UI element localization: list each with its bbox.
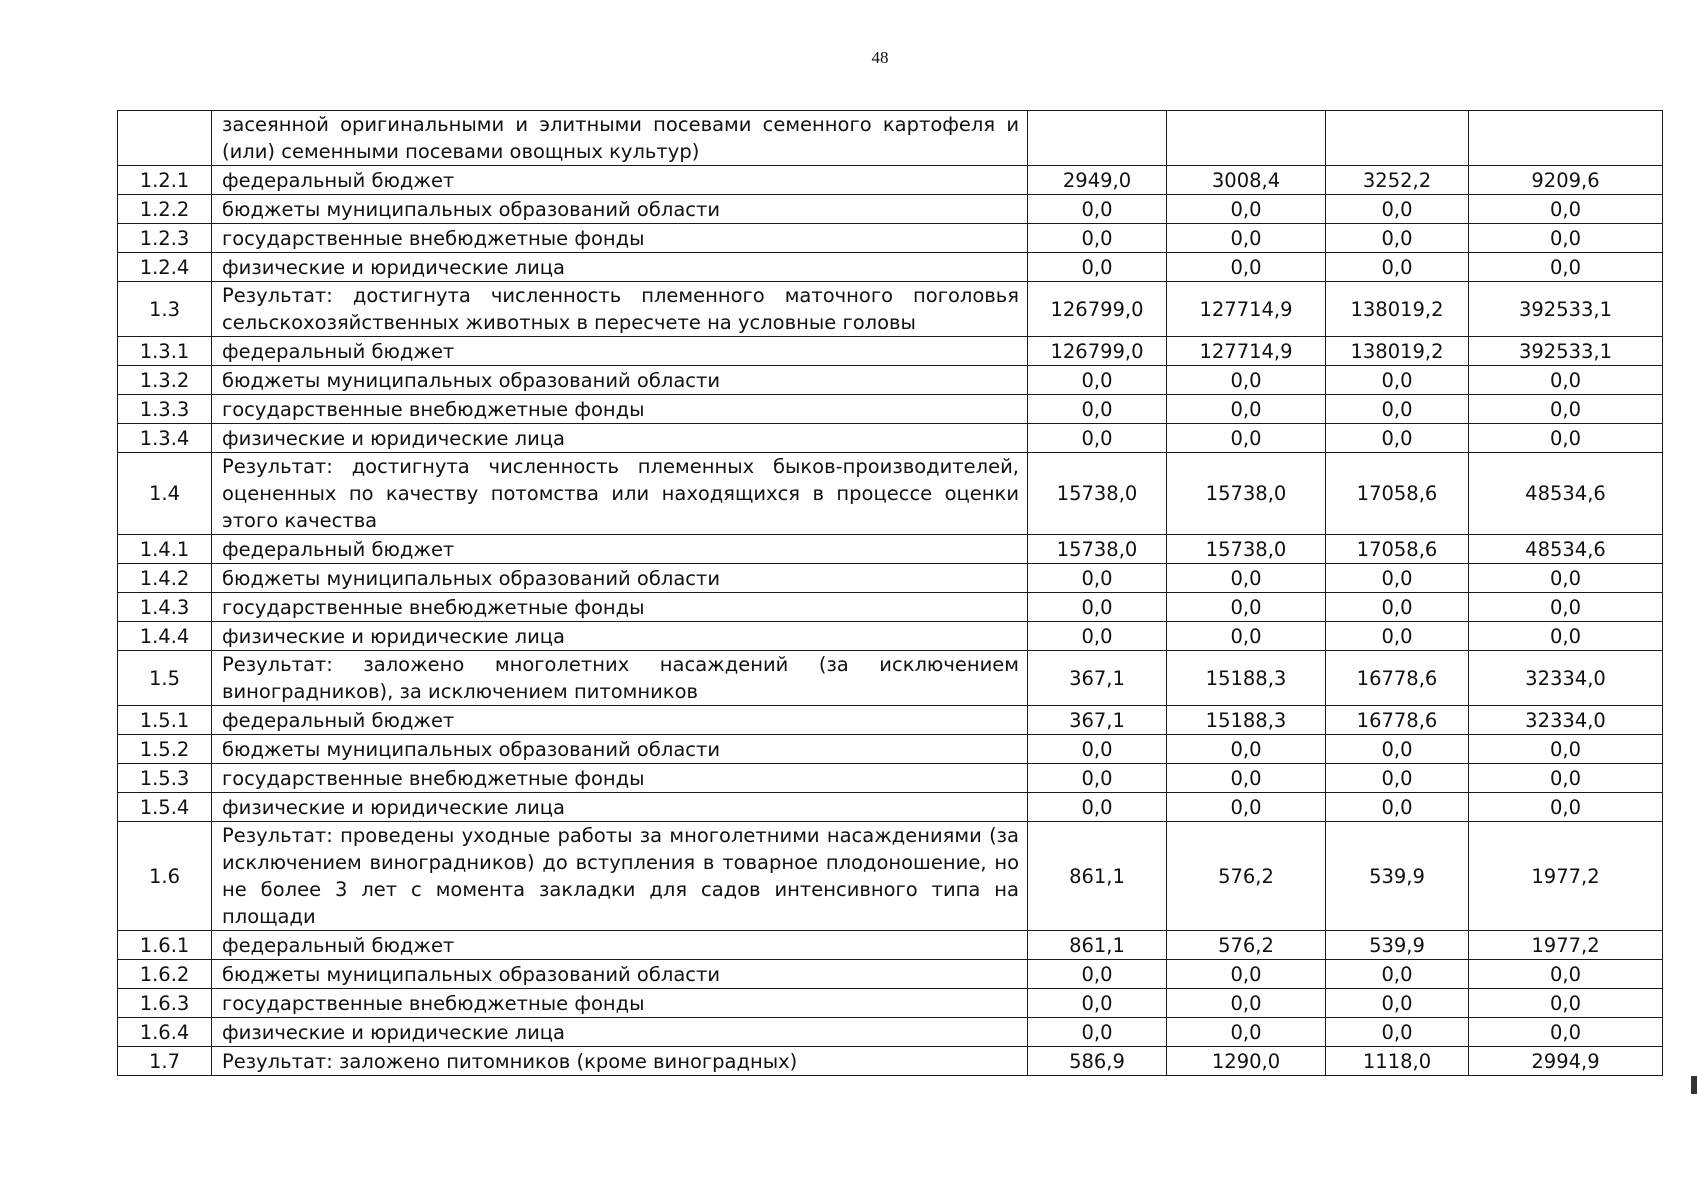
- table-row: [118, 593, 1663, 622]
- description-cell: федеральный бюджет: [212, 706, 1028, 735]
- value-cell-1: 2949,0: [1028, 166, 1167, 195]
- value-cell-1: 0,0: [1028, 253, 1167, 282]
- budget-table-container: [117, 110, 1662, 1076]
- description-cell: физические и юридические лица: [212, 253, 1028, 282]
- value-cell-4: 0,0: [1469, 424, 1663, 453]
- description-cell: федеральный бюджет: [212, 337, 1028, 366]
- value-cell-2: 576,2: [1167, 822, 1326, 931]
- table-row: [118, 960, 1663, 989]
- table-row: [118, 622, 1663, 651]
- row-number-cell: 1.7: [118, 1047, 212, 1076]
- table-row: [118, 395, 1663, 424]
- row-number-cell: 1.6.1: [118, 931, 212, 960]
- value-cell-2: 15188,3: [1167, 651, 1326, 706]
- value-cell-4: 0,0: [1469, 195, 1663, 224]
- description-cell: Результат: заложено многолетних насаждений (за исключением виноградников), за исключением питомников: [212, 651, 1028, 706]
- row-number-cell: 1.2.2: [118, 195, 212, 224]
- table-row: [118, 564, 1663, 593]
- value-cell-2: 0,0: [1167, 764, 1326, 793]
- value-cell-1: 0,0: [1028, 989, 1167, 1018]
- value-cell-1: 0,0: [1028, 622, 1167, 651]
- row-number-cell: 1.5.1: [118, 706, 212, 735]
- value-cell-1: 15738,0: [1028, 453, 1167, 535]
- value-cell-3: 0,0: [1326, 622, 1469, 651]
- table-body: [118, 111, 1663, 1076]
- table-row: [118, 1018, 1663, 1047]
- table-row: [118, 764, 1663, 793]
- value-cell-2: 0,0: [1167, 395, 1326, 424]
- value-cell-2: 0,0: [1167, 424, 1326, 453]
- row-number-cell: 1.4.3: [118, 593, 212, 622]
- description-cell: государственные внебюджетные фонды: [212, 989, 1028, 1018]
- value-cell-1: 126799,0: [1028, 282, 1167, 337]
- value-cell-2: 0,0: [1167, 989, 1326, 1018]
- row-number-cell: 1.2.4: [118, 253, 212, 282]
- value-cell-2: 1290,0: [1167, 1047, 1326, 1076]
- value-cell-3: 539,9: [1326, 931, 1469, 960]
- value-cell-2: 127714,9: [1167, 282, 1326, 337]
- description-cell: государственные внебюджетные фонды: [212, 593, 1028, 622]
- description-cell: федеральный бюджет: [212, 535, 1028, 564]
- scan-edge-mark: [1691, 1076, 1697, 1094]
- value-cell-2: 0,0: [1167, 366, 1326, 395]
- row-number-cell: 1.3.3: [118, 395, 212, 424]
- table-row: [118, 931, 1663, 960]
- value-cell-3: 539,9: [1326, 822, 1469, 931]
- row-number-cell: 1.6.3: [118, 989, 212, 1018]
- value-cell-3: 0,0: [1326, 735, 1469, 764]
- table-row: [118, 224, 1663, 253]
- page-number: 48: [871, 48, 889, 67]
- value-cell-4: 0,0: [1469, 622, 1663, 651]
- value-cell-3: 0,0: [1326, 593, 1469, 622]
- value-cell-3: 0,0: [1326, 989, 1469, 1018]
- value-cell-4: 0,0: [1469, 793, 1663, 822]
- value-cell-4: 48534,6: [1469, 535, 1663, 564]
- value-cell-2: 15738,0: [1167, 453, 1326, 535]
- value-cell-3: 0,0: [1326, 1018, 1469, 1047]
- value-cell-1: 0,0: [1028, 564, 1167, 593]
- value-cell-1: 0,0: [1028, 424, 1167, 453]
- value-cell-1: 0,0: [1028, 366, 1167, 395]
- row-number-cell: 1.4: [118, 453, 212, 535]
- value-cell-4: 0,0: [1469, 1018, 1663, 1047]
- value-cell-3: [1326, 111, 1469, 166]
- table-row: [118, 424, 1663, 453]
- row-number-cell: [118, 111, 212, 166]
- value-cell-4: 9209,6: [1469, 166, 1663, 195]
- description-cell: Результат: заложено питомников (кроме виноградных): [212, 1047, 1028, 1076]
- table-row: [118, 366, 1663, 395]
- value-cell-1: 126799,0: [1028, 337, 1167, 366]
- row-number-cell: 1.4.1: [118, 535, 212, 564]
- table-row: [118, 651, 1663, 706]
- value-cell-2: 0,0: [1167, 960, 1326, 989]
- value-cell-2: 0,0: [1167, 793, 1326, 822]
- description-cell: государственные внебюджетные фонды: [212, 764, 1028, 793]
- value-cell-2: 127714,9: [1167, 337, 1326, 366]
- value-cell-2: 0,0: [1167, 622, 1326, 651]
- value-cell-2: 0,0: [1167, 593, 1326, 622]
- value-cell-2: 0,0: [1167, 735, 1326, 764]
- description-cell: бюджеты муниципальных образований области: [212, 564, 1028, 593]
- value-cell-3: 17058,6: [1326, 453, 1469, 535]
- description-cell: федеральный бюджет: [212, 166, 1028, 195]
- value-cell-3: 138019,2: [1326, 282, 1469, 337]
- value-cell-4: 1977,2: [1469, 822, 1663, 931]
- value-cell-1: 0,0: [1028, 764, 1167, 793]
- description-cell: Результат: проведены уходные работы за многолетними насаждениями (за исключением виноградников) до вступления в товарное плодоношение, но не более 3 лет с момента закладки для садов интенсивного типа на площади: [212, 822, 1028, 931]
- table-row: [118, 1047, 1663, 1076]
- value-cell-4: 0,0: [1469, 764, 1663, 793]
- value-cell-3: 0,0: [1326, 395, 1469, 424]
- value-cell-2: 0,0: [1167, 195, 1326, 224]
- table-row: [118, 253, 1663, 282]
- value-cell-4: 392533,1: [1469, 337, 1663, 366]
- row-number-cell: 1.3.1: [118, 337, 212, 366]
- row-number-cell: 1.3: [118, 282, 212, 337]
- row-number-cell: 1.5.3: [118, 764, 212, 793]
- value-cell-3: 0,0: [1326, 564, 1469, 593]
- description-cell: физические и юридические лица: [212, 1018, 1028, 1047]
- description-cell: бюджеты муниципальных образований области: [212, 195, 1028, 224]
- value-cell-3: 3252,2: [1326, 166, 1469, 195]
- value-cell-1: 0,0: [1028, 224, 1167, 253]
- description-cell: федеральный бюджет: [212, 931, 1028, 960]
- row-number-cell: 1.3.2: [118, 366, 212, 395]
- value-cell-1: 367,1: [1028, 651, 1167, 706]
- row-number-cell: 1.6.4: [118, 1018, 212, 1047]
- table-row: [118, 282, 1663, 337]
- description-cell: Результат: достигнута численность племенного маточного поголовья сельскохозяйственных животных в пересчете на условные головы: [212, 282, 1028, 337]
- value-cell-2: 0,0: [1167, 564, 1326, 593]
- value-cell-1: 0,0: [1028, 960, 1167, 989]
- value-cell-1: 0,0: [1028, 593, 1167, 622]
- value-cell-3: 0,0: [1326, 253, 1469, 282]
- value-cell-4: 32334,0: [1469, 651, 1663, 706]
- row-number-cell: 1.5: [118, 651, 212, 706]
- value-cell-1: 0,0: [1028, 395, 1167, 424]
- value-cell-3: 16778,6: [1326, 651, 1469, 706]
- table-row: [118, 453, 1663, 535]
- value-cell-1: 861,1: [1028, 822, 1167, 931]
- row-number-cell: 1.2.1: [118, 166, 212, 195]
- value-cell-2: [1167, 111, 1326, 166]
- table-row: [118, 166, 1663, 195]
- value-cell-4: 0,0: [1469, 395, 1663, 424]
- row-number-cell: 1.6.2: [118, 960, 212, 989]
- value-cell-3: 16778,6: [1326, 706, 1469, 735]
- table-row: [118, 735, 1663, 764]
- row-number-cell: 1.5.4: [118, 793, 212, 822]
- value-cell-4: 0,0: [1469, 735, 1663, 764]
- value-cell-3: 138019,2: [1326, 337, 1469, 366]
- row-number-cell: 1.4.4: [118, 622, 212, 651]
- description-cell: бюджеты муниципальных образований области: [212, 960, 1028, 989]
- value-cell-4: 0,0: [1469, 960, 1663, 989]
- value-cell-3: 0,0: [1326, 793, 1469, 822]
- description-cell: засеянной оригинальными и элитными посевами семенного картофеля и (или) семенными посевами овощных культур): [212, 111, 1028, 166]
- budget-table: [117, 110, 1663, 1076]
- value-cell-1: 0,0: [1028, 195, 1167, 224]
- value-cell-1: 586,9: [1028, 1047, 1167, 1076]
- description-cell: государственные внебюджетные фонды: [212, 224, 1028, 253]
- value-cell-1: 0,0: [1028, 793, 1167, 822]
- row-number-cell: 1.6: [118, 822, 212, 931]
- table-row: [118, 337, 1663, 366]
- description-cell: государственные внебюджетные фонды: [212, 395, 1028, 424]
- table-row: [118, 822, 1663, 931]
- value-cell-1: 0,0: [1028, 735, 1167, 764]
- row-number-cell: 1.4.2: [118, 564, 212, 593]
- value-cell-3: 0,0: [1326, 366, 1469, 395]
- value-cell-4: 48534,6: [1469, 453, 1663, 535]
- value-cell-2: 15738,0: [1167, 535, 1326, 564]
- value-cell-3: 0,0: [1326, 424, 1469, 453]
- value-cell-3: 17058,6: [1326, 535, 1469, 564]
- description-cell: физические и юридические лица: [212, 793, 1028, 822]
- table-row: [118, 706, 1663, 735]
- value-cell-4: 2994,9: [1469, 1047, 1663, 1076]
- row-number-cell: 1.5.2: [118, 735, 212, 764]
- value-cell-3: 1118,0: [1326, 1047, 1469, 1076]
- description-cell: физические и юридические лица: [212, 424, 1028, 453]
- value-cell-2: 15188,3: [1167, 706, 1326, 735]
- value-cell-2: 3008,4: [1167, 166, 1326, 195]
- value-cell-4: [1469, 111, 1663, 166]
- table-row: [118, 535, 1663, 564]
- value-cell-4: 1977,2: [1469, 931, 1663, 960]
- value-cell-4: 0,0: [1469, 366, 1663, 395]
- value-cell-4: 392533,1: [1469, 282, 1663, 337]
- value-cell-3: 0,0: [1326, 960, 1469, 989]
- value-cell-1: 15738,0: [1028, 535, 1167, 564]
- value-cell-1: 0,0: [1028, 1018, 1167, 1047]
- value-cell-2: 576,2: [1167, 931, 1326, 960]
- row-number-cell: 1.3.4: [118, 424, 212, 453]
- value-cell-1: [1028, 111, 1167, 166]
- value-cell-3: 0,0: [1326, 195, 1469, 224]
- table-row: [118, 111, 1663, 166]
- description-cell: бюджеты муниципальных образований области: [212, 735, 1028, 764]
- value-cell-1: 861,1: [1028, 931, 1167, 960]
- value-cell-4: 0,0: [1469, 989, 1663, 1018]
- value-cell-3: 0,0: [1326, 224, 1469, 253]
- value-cell-2: 0,0: [1167, 253, 1326, 282]
- value-cell-2: 0,0: [1167, 224, 1326, 253]
- table-row: [118, 793, 1663, 822]
- description-cell: бюджеты муниципальных образований области: [212, 366, 1028, 395]
- description-cell: Результат: достигнута численность племенных быков-производителей, оцененных по качеству потомства или находящихся в процессе оценки этого качества: [212, 453, 1028, 535]
- row-number-cell: 1.2.3: [118, 224, 212, 253]
- value-cell-4: 0,0: [1469, 564, 1663, 593]
- table-row: [118, 989, 1663, 1018]
- value-cell-1: 367,1: [1028, 706, 1167, 735]
- description-cell: физические и юридические лица: [212, 622, 1028, 651]
- value-cell-4: 0,0: [1469, 224, 1663, 253]
- value-cell-3: 0,0: [1326, 764, 1469, 793]
- value-cell-4: 0,0: [1469, 253, 1663, 282]
- value-cell-4: 32334,0: [1469, 706, 1663, 735]
- table-row: [118, 195, 1663, 224]
- value-cell-2: 0,0: [1167, 1018, 1326, 1047]
- value-cell-4: 0,0: [1469, 593, 1663, 622]
